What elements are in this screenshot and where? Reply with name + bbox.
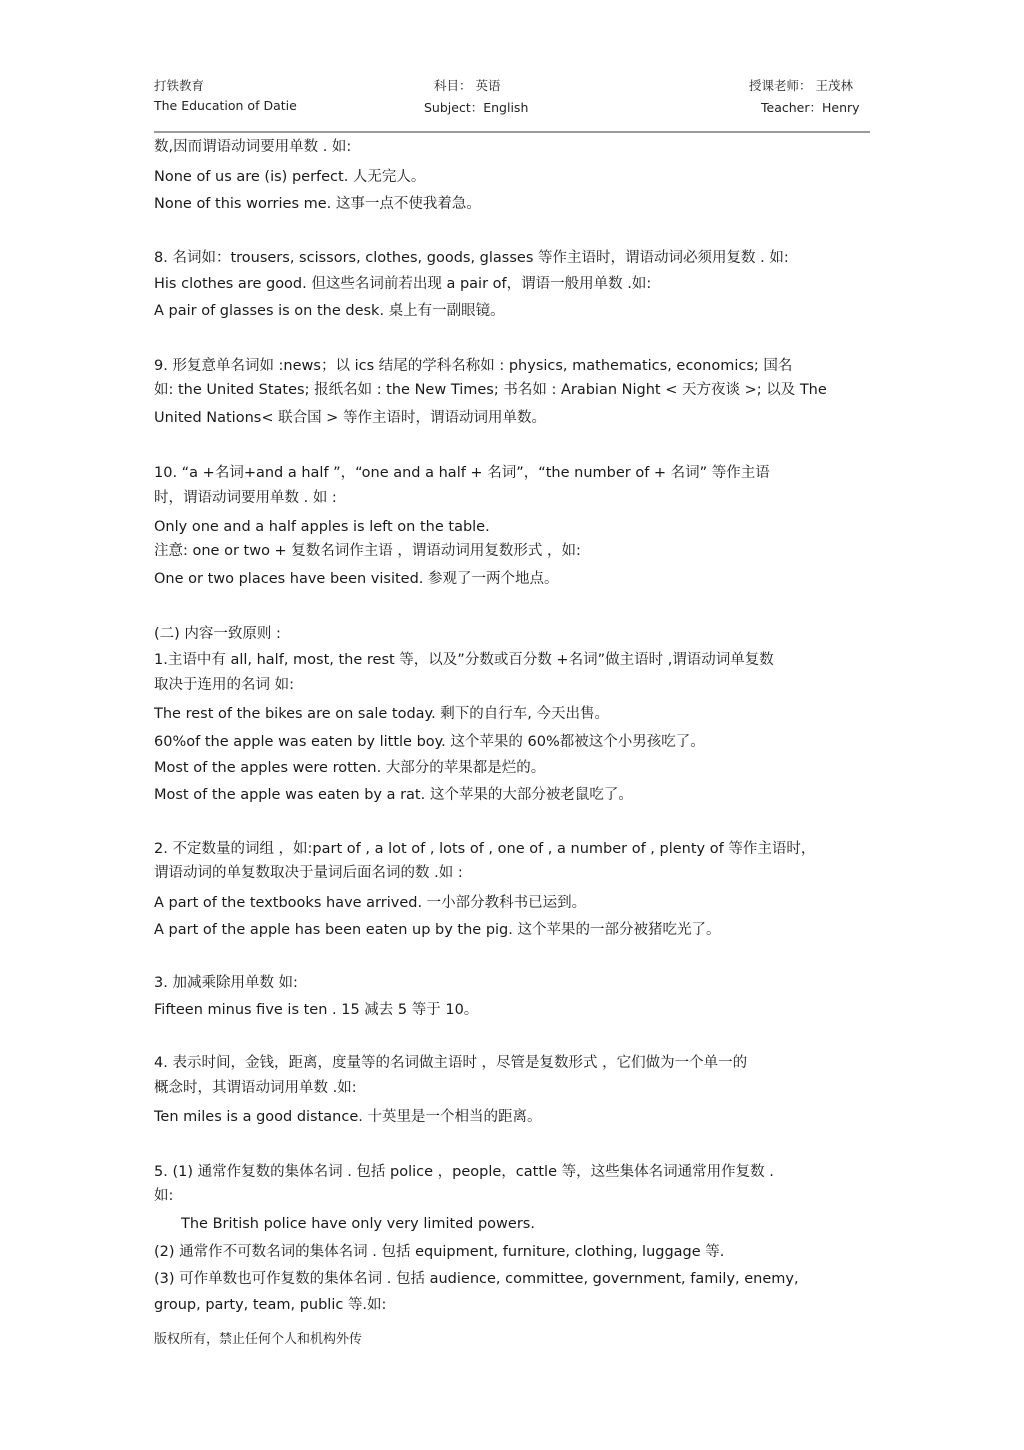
text-line: Fifteen minus five is ten . 15 减去 5 等于 10。 (154, 1002, 479, 1018)
text-line: Most of the apples were rotten. 大部分的苹果都是烂的。 (154, 760, 546, 776)
header-org-en: The Education of Datie (154, 98, 297, 113)
text-line: The British police have only very limited powers. (181, 1216, 535, 1232)
text-line: A pair of glasses is on the desk. 桌上有一副眼镜。 (154, 303, 505, 319)
text-line: (3) 可作单数也可作复数的集体名词 . 包括 audience, committee, government, family, enemy, (154, 1271, 799, 1287)
text-line: 8. 名词如：trousers, scissors, clothes, goods, glasses 等作主语时，谓语动词必须用复数 . 如: (154, 250, 789, 266)
text-line: 1.主语中有 all, half, most, the rest 等，以及”分数或百分数 +名词”做主语时 ,谓语动词单复数 (154, 652, 774, 668)
text-line: 如: the United States; 报纸名如 : the New Times; 书名如 : Arabian Night < 天方夜谈 >; 以及 The (154, 382, 827, 398)
header-subject-en: Subject：English (424, 100, 529, 115)
text-line: (二) 内容一致原则 : (154, 626, 281, 642)
text-line: A part of the apple has been eaten up by the pig. 这个苹果的一部分被猪吃光了。 (154, 922, 721, 938)
text-line: 3. 加减乘除用单数 如: (154, 975, 298, 991)
text-line: 10. “a +名词+and a half ”，“one and a half + 名词”，“the number of + 名词” 等作主语 (154, 465, 770, 481)
text-line: 9. 形复意单名词如 :news；以 ics 结尾的学科名称如 : physics, mathematics, economics; 国名 (154, 358, 793, 374)
text-line: Only one and a half apples is left on the table. (154, 519, 490, 535)
header-org-cn: 打铁教育 (154, 78, 205, 93)
text-line: His clothes are good. 但这些名词前若出现 a pair of，谓语一般用单数 .如: (154, 276, 652, 292)
text-line: None of us are (is) perfect. 人无完人。 (154, 169, 426, 185)
text-line: 取决于连用的名词 如: (154, 677, 294, 693)
text-line: One or two places have been visited. 参观了一两个地点。 (154, 571, 559, 587)
text-line: 2. 不定数量的词组 ，如:part of , a lot of , lots of , one of , a number of , plenty of 等作主语时， (154, 841, 816, 857)
text-line: 注意: one or two + 复数名词作主语 ，谓语动词用复数形式 ，如: (154, 543, 581, 559)
text-line: group, party, team, public 等.如: (154, 1297, 387, 1313)
header-teacher-cn: 授课老师： 王茂林 (749, 78, 853, 93)
text-line: 5. (1) 通常作复数的集体名词 . 包括 police ，people，cattle 等，这些集体名词通常用作复数 . (154, 1164, 774, 1180)
text-line: 如: (154, 1188, 174, 1204)
header-subject-cn: 科目： 英语 (434, 78, 501, 93)
text-line: Ten miles is a good distance. 十英里是一个相当的距离。 (154, 1109, 542, 1125)
text-line: 概念时，其谓语动词用单数 .如: (154, 1080, 357, 1096)
footer-copyright: 版权所有，禁止任何个人和机构外传 (154, 1332, 363, 1347)
text-line: Most of the apple was eaten by a rat. 这个苹果的大部分被老鼠吃了。 (154, 787, 633, 803)
text-line: United Nations< 联合国 > 等作主语时，谓语动词用单数。 (154, 410, 546, 426)
text-line: A part of the textbooks have arrived. 一小部分教科书已运到。 (154, 895, 587, 911)
text-line: 60%of the apple was eaten by little boy. 这个苹果的 60%都被这个小男孩吃了。 (154, 734, 705, 750)
header-teacher-en: Teacher：Henry (761, 100, 860, 115)
text-line: 时，谓语动词要用单数 . 如 : (154, 490, 337, 506)
header-divider (154, 131, 870, 133)
text-line: The rest of the bikes are on sale today. 剩下的自行车, 今天出售。 (154, 706, 610, 722)
text-line: 数,因而谓语动词要用单数 . 如: (154, 139, 352, 155)
text-line: None of this worries me. 这事一点不使我着急。 (154, 196, 481, 212)
text-line: (2) 通常作不可数名词的集体名词 . 包括 equipment, furniture, clothing, luggage 等. (154, 1244, 725, 1260)
text-line: 4. 表示时间，金钱，距离，度量等的名词做主语时 ，尽管是复数形式 ，它们做为一个单一的 (154, 1055, 748, 1071)
text-line: 谓语动词的单复数取决于量词后面名词的数 .如 : (154, 865, 463, 881)
